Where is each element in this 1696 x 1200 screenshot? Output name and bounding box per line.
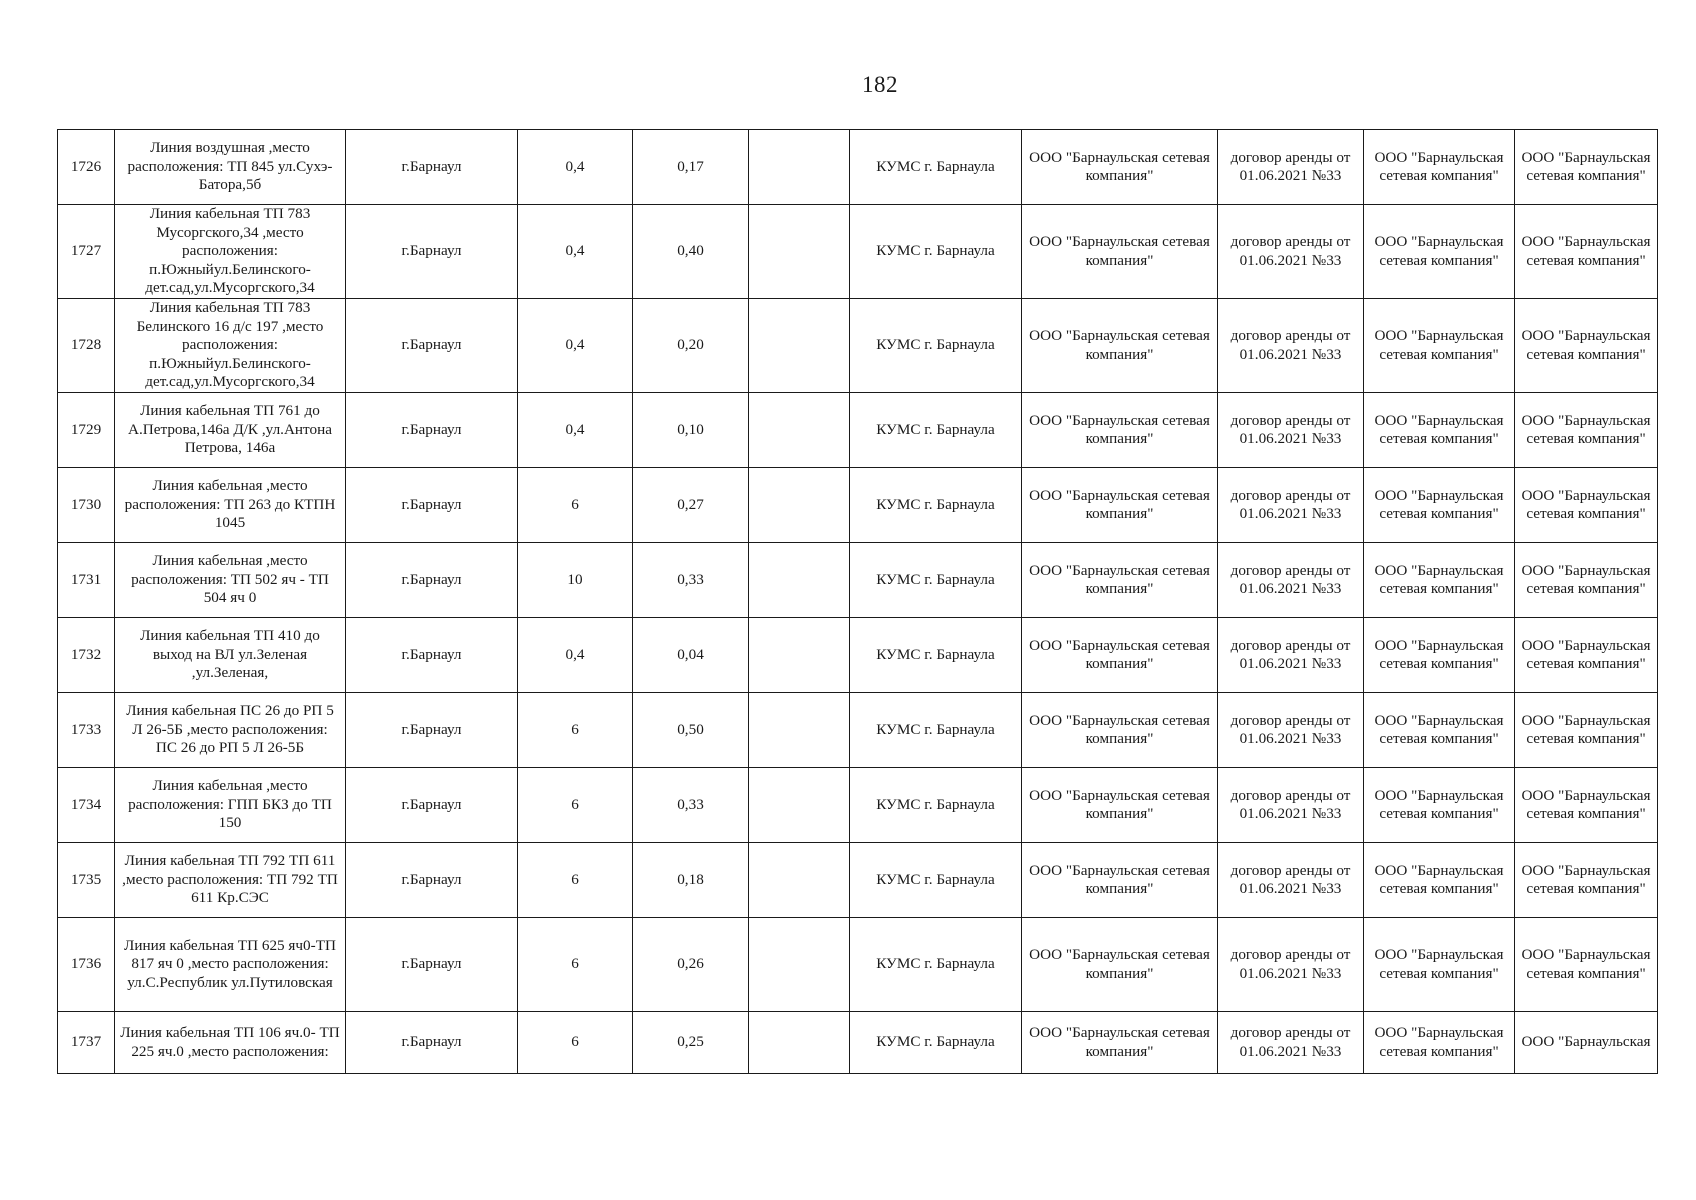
page-number: 182 (862, 72, 898, 97)
extra (749, 1012, 850, 1074)
operator: ООО "Барнаульская сетевая компания" (1022, 543, 1218, 618)
voltage: 0,4 (518, 130, 633, 205)
row-number: 1737 (58, 1012, 115, 1074)
extra (749, 618, 850, 693)
user: ООО "Барнаульская сетевая компания" (1364, 299, 1515, 393)
user: ООО "Барнаульская сетевая компания" (1364, 130, 1515, 205)
table-row (58, 205, 1658, 299)
operator: ООО "Барнаульская сетевая компания" (1022, 130, 1218, 205)
object-name: Линия кабельная ,место расположения: ТП 502 яч - ТП 504 яч 0 (115, 543, 346, 618)
voltage: 0,4 (518, 618, 633, 693)
holder: ООО "Барнаульская сетевая компания" (1515, 468, 1658, 543)
extra (749, 543, 850, 618)
operator: ООО "Барнаульская сетевая компания" (1022, 693, 1218, 768)
user: ООО "Барнаульская сетевая компания" (1364, 843, 1515, 918)
holder: ООО "Барнаульская сетевая компания" (1515, 918, 1658, 1012)
length: 0,33 (633, 543, 749, 618)
table-row (58, 918, 1658, 1012)
owner: КУМС г. Барнаула (850, 205, 1022, 299)
extra (749, 130, 850, 205)
extra (749, 205, 850, 299)
voltage: 0,4 (518, 299, 633, 393)
holder: ООО "Барнаульская сетевая компания" (1515, 693, 1658, 768)
table-row (58, 1012, 1658, 1074)
city: г.Барнаул (346, 543, 518, 618)
city: г.Барнаул (346, 299, 518, 393)
contract: договор аренды от 01.06.2021 №33 (1218, 1012, 1364, 1074)
length: 0,04 (633, 618, 749, 693)
extra (749, 768, 850, 843)
table-row (58, 299, 1658, 393)
length: 0,25 (633, 1012, 749, 1074)
contract: договор аренды от 01.06.2021 №33 (1218, 393, 1364, 468)
user: ООО "Барнаульская сетевая компания" (1364, 1012, 1515, 1074)
extra (749, 843, 850, 918)
table-row (58, 843, 1658, 918)
holder: ООО "Барнаульская сетевая компания" (1515, 618, 1658, 693)
length: 0,26 (633, 918, 749, 1012)
length: 0,18 (633, 843, 749, 918)
city: г.Барнаул (346, 205, 518, 299)
owner: КУМС г. Барнаула (850, 468, 1022, 543)
row-number: 1729 (58, 393, 115, 468)
voltage: 6 (518, 918, 633, 1012)
contract: договор аренды от 01.06.2021 №33 (1218, 299, 1364, 393)
length: 0,20 (633, 299, 749, 393)
owner: КУМС г. Барнаула (850, 393, 1022, 468)
row-number: 1733 (58, 693, 115, 768)
row-number: 1727 (58, 205, 115, 299)
table-row (58, 543, 1658, 618)
contract: договор аренды от 01.06.2021 №33 (1218, 918, 1364, 1012)
owner: КУМС г. Барнаула (850, 768, 1022, 843)
table-row (58, 618, 1658, 693)
registry-table (57, 129, 1658, 1074)
user: ООО "Барнаульская сетевая компания" (1364, 543, 1515, 618)
object-name: Линия кабельная ТП 106 яч.0- ТП 225 яч.0 ,место расположения: (115, 1012, 346, 1074)
holder: ООО "Барнаульская сетевая компания" (1515, 768, 1658, 843)
city: г.Барнаул (346, 693, 518, 768)
table-body (58, 130, 1658, 1074)
operator: ООО "Барнаульская сетевая компания" (1022, 468, 1218, 543)
table-row (58, 693, 1658, 768)
user: ООО "Барнаульская сетевая компания" (1364, 918, 1515, 1012)
object-name: Линия кабельная ТП 783 Мусоргского,34 ,место расположения: п.Южныйул.Белинского-дет.сад,ул.Мусоргского,34 (115, 205, 346, 299)
row-number: 1736 (58, 918, 115, 1012)
holder: ООО "Барнаульская сетевая компания" (1515, 130, 1658, 205)
object-name: Линия кабельная ТП 783 Белинского 16 д/с 197 ,место расположения: п.Южныйул.Белинского-дет.сад,ул.Мусоргского,34 (115, 299, 346, 393)
city: г.Барнаул (346, 618, 518, 693)
voltage: 6 (518, 468, 633, 543)
contract: договор аренды от 01.06.2021 №33 (1218, 768, 1364, 843)
length: 0,27 (633, 468, 749, 543)
table-row (58, 130, 1658, 205)
table-row (58, 393, 1658, 468)
voltage: 0,4 (518, 393, 633, 468)
object-name: Линия кабельная ТП 410 до выход на ВЛ ул.Зеленая ,ул.Зеленая, (115, 618, 346, 693)
user: ООО "Барнаульская сетевая компания" (1364, 205, 1515, 299)
voltage: 6 (518, 1012, 633, 1074)
user: ООО "Барнаульская сетевая компания" (1364, 618, 1515, 693)
holder: ООО "Барнаульская сетевая компания" (1515, 843, 1658, 918)
extra (749, 299, 850, 393)
object-name: Линия кабельная ТП 625 яч0-ТП 817 яч 0 ,место расположения: ул.С.Республик ул.Путиловская (115, 918, 346, 1012)
row-number: 1726 (58, 130, 115, 205)
user: ООО "Барнаульская сетевая компания" (1364, 768, 1515, 843)
object-name: Линия кабельная ТП 792 ТП 611 ,место расположения: ТП 792 ТП 611 Кр.СЭС (115, 843, 346, 918)
object-name: Линия воздушная ,место расположения: ТП 845 ул.Сухэ-Батора,5б (115, 130, 346, 205)
extra (749, 393, 850, 468)
row-number: 1728 (58, 299, 115, 393)
object-name: Линия кабельная ТП 761 до А.Петрова,146а Д/К ,ул.Антона Петрова, 146а (115, 393, 346, 468)
contract: договор аренды от 01.06.2021 №33 (1218, 130, 1364, 205)
contract: договор аренды от 01.06.2021 №33 (1218, 205, 1364, 299)
operator: ООО "Барнаульская сетевая компания" (1022, 768, 1218, 843)
city: г.Барнаул (346, 1012, 518, 1074)
city: г.Барнаул (346, 130, 518, 205)
operator: ООО "Барнаульская сетевая компания" (1022, 393, 1218, 468)
owner: КУМС г. Барнаула (850, 543, 1022, 618)
city: г.Барнаул (346, 918, 518, 1012)
user: ООО "Барнаульская сетевая компания" (1364, 468, 1515, 543)
owner: КУМС г. Барнаула (850, 843, 1022, 918)
length: 0,10 (633, 393, 749, 468)
voltage: 10 (518, 543, 633, 618)
contract: договор аренды от 01.06.2021 №33 (1218, 693, 1364, 768)
row-number: 1735 (58, 843, 115, 918)
holder: ООО "Барнаульская сетевая компания" (1515, 299, 1658, 393)
length: 0,33 (633, 768, 749, 843)
length: 0,50 (633, 693, 749, 768)
city: г.Барнаул (346, 768, 518, 843)
row-number: 1732 (58, 618, 115, 693)
holder: ООО "Барнаульская сетевая компания" (1515, 205, 1658, 299)
operator: ООО "Барнаульская сетевая компания" (1022, 918, 1218, 1012)
user: ООО "Барнаульская сетевая компания" (1364, 693, 1515, 768)
user: ООО "Барнаульская сетевая компания" (1364, 393, 1515, 468)
row-number: 1731 (58, 543, 115, 618)
voltage: 0,4 (518, 205, 633, 299)
owner: КУМС г. Барнаула (850, 693, 1022, 768)
object-name: Линия кабельная ,место расположения: ТП 263 до КТПН 1045 (115, 468, 346, 543)
voltage: 6 (518, 693, 633, 768)
holder: ООО "Барнаульская (1515, 1012, 1658, 1074)
operator: ООО "Барнаульская сетевая компания" (1022, 1012, 1218, 1074)
row-number: 1730 (58, 468, 115, 543)
contract: договор аренды от 01.06.2021 №33 (1218, 618, 1364, 693)
owner: КУМС г. Барнаула (850, 130, 1022, 205)
holder: ООО "Барнаульская сетевая компания" (1515, 393, 1658, 468)
operator: ООО "Барнаульская сетевая компания" (1022, 843, 1218, 918)
row-number: 1734 (58, 768, 115, 843)
extra (749, 693, 850, 768)
operator: ООО "Барнаульская сетевая компания" (1022, 205, 1218, 299)
table-row (58, 468, 1658, 543)
owner: КУМС г. Барнаула (850, 618, 1022, 693)
city: г.Барнаул (346, 393, 518, 468)
city: г.Барнаул (346, 843, 518, 918)
city: г.Барнаул (346, 468, 518, 543)
table-row (58, 768, 1658, 843)
owner: КУМС г. Барнаула (850, 918, 1022, 1012)
contract: договор аренды от 01.06.2021 №33 (1218, 543, 1364, 618)
operator: ООО "Барнаульская сетевая компания" (1022, 299, 1218, 393)
voltage: 6 (518, 843, 633, 918)
owner: КУМС г. Барнаула (850, 299, 1022, 393)
length: 0,17 (633, 130, 749, 205)
operator: ООО "Барнаульская сетевая компания" (1022, 618, 1218, 693)
holder: ООО "Барнаульская сетевая компания" (1515, 543, 1658, 618)
contract: договор аренды от 01.06.2021 №33 (1218, 843, 1364, 918)
contract: договор аренды от 01.06.2021 №33 (1218, 468, 1364, 543)
extra (749, 468, 850, 543)
extra (749, 918, 850, 1012)
owner: КУМС г. Барнаула (850, 1012, 1022, 1074)
length: 0,40 (633, 205, 749, 299)
object-name: Линия кабельная ,место расположения: ГПП БКЗ до ТП 150 (115, 768, 346, 843)
object-name: Линия кабельная ПС 26 до РП 5 Л 26-5Б ,место расположения: ПС 26 до РП 5 Л 26-5Б (115, 693, 346, 768)
voltage: 6 (518, 768, 633, 843)
